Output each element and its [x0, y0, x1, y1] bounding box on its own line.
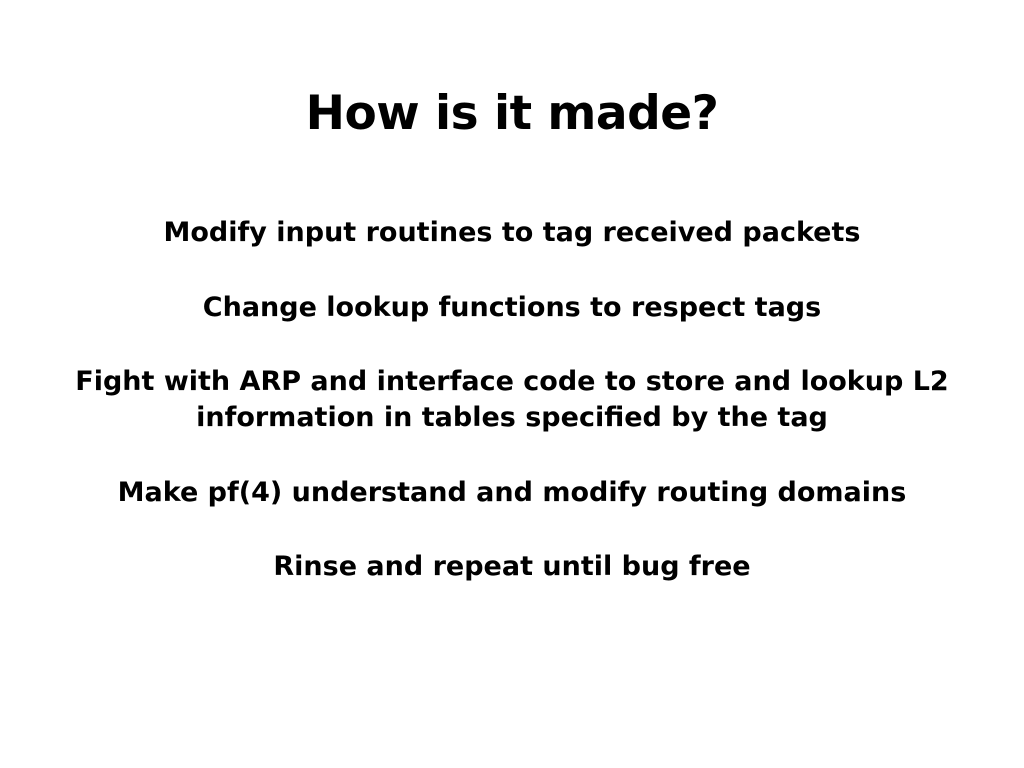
- body-line: Make pf(4) understand and modify routing domains: [117, 476, 907, 508]
- body-line: Fight with ARP and interface code to store and lookup L2 information in tables specified by the tag: [75, 366, 949, 434]
- body-line: Change lookup functions to respect tags: [202, 291, 822, 323]
- body-line: Modify input routines to tag received packets: [163, 217, 861, 249]
- page-title: How is it made?: [305, 86, 719, 141]
- slide-body: [0, 215, 1024, 585]
- body-line: Rinse and repeat until bug free: [273, 551, 751, 583]
